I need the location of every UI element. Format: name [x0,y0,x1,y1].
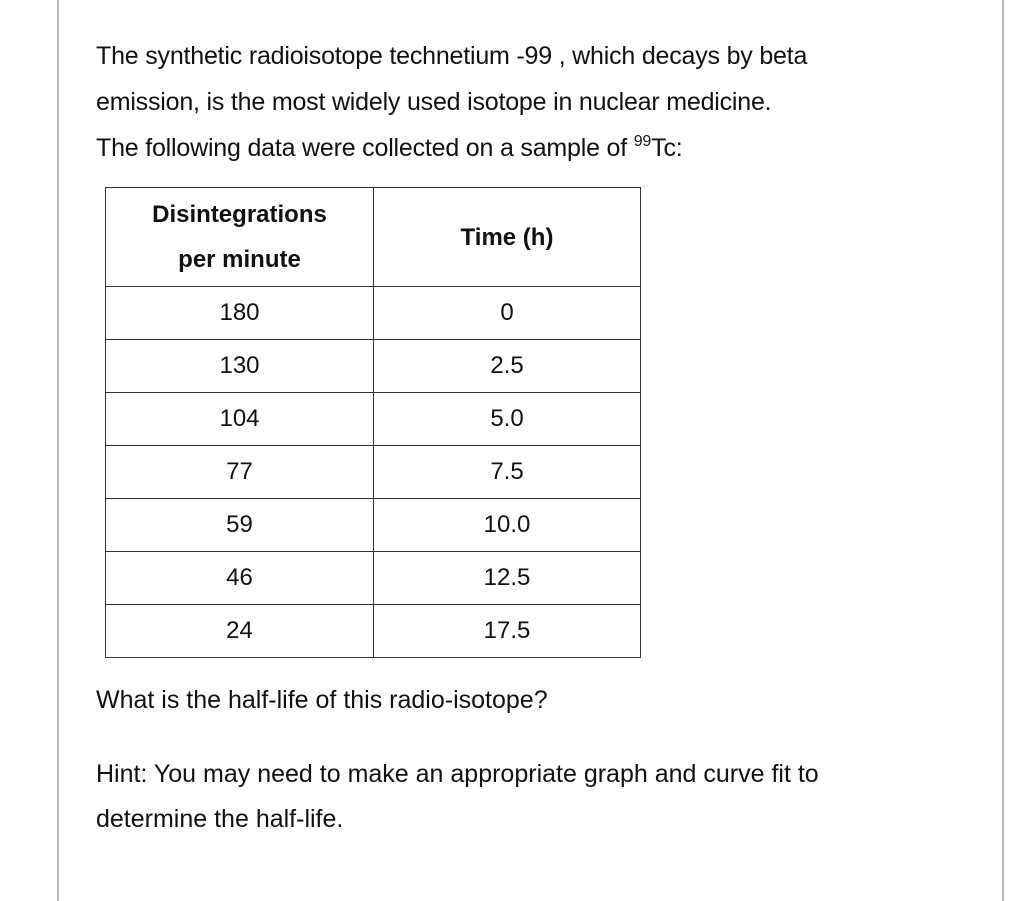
table-row [106,287,641,340]
time-cell: 5.0 [374,393,641,446]
dpm-cell: 180 [106,287,374,340]
time-cell: 2.5 [374,340,641,393]
table-row [106,499,641,552]
header-line-2: per minute [178,246,301,273]
table-header-row [106,188,641,287]
hint-text [96,752,976,842]
table-row [106,605,641,658]
dpm-cell: 46 [106,552,374,605]
dpm-cell: 77 [106,446,374,499]
question-text: What is the half-life of this radio-isotope? [96,686,548,714]
intro-line-2: emission, is the most widely used isotope in nuclear medicine. [96,88,772,116]
table-row [106,393,641,446]
hint-line-1: Hint: You may need to make an appropriate graph and curve fit to [96,760,819,788]
time-cell: 12.5 [374,552,641,605]
time-cell: 7.5 [374,446,641,499]
time-cell: 10.0 [374,499,641,552]
intro-line-1: The synthetic radioisotope technetium -99 , which decays by beta [96,42,808,70]
dpm-cell: 130 [106,340,374,393]
intro-line-3-text: The following data were collected on a sample of [96,134,634,162]
table-row [106,552,641,605]
decay-data-table [105,187,641,658]
table-row [106,340,641,393]
dpm-cell: 104 [106,393,374,446]
header-time: Time (h) [374,188,641,287]
header-disintegrations [106,188,374,287]
intro-line-3 [96,125,976,171]
time-cell: 0 [374,287,641,340]
isotope-mass-number: 99 [633,133,652,150]
problem-intro [96,33,976,171]
hint-line-2: determine the half-life. [96,805,344,833]
table-row [106,446,641,499]
isotope-symbol: Tc: [651,134,683,162]
dpm-cell: 24 [106,605,374,658]
time-cell: 17.5 [374,605,641,658]
dpm-cell: 59 [106,499,374,552]
header-line-1: Disintegrations [152,201,327,228]
